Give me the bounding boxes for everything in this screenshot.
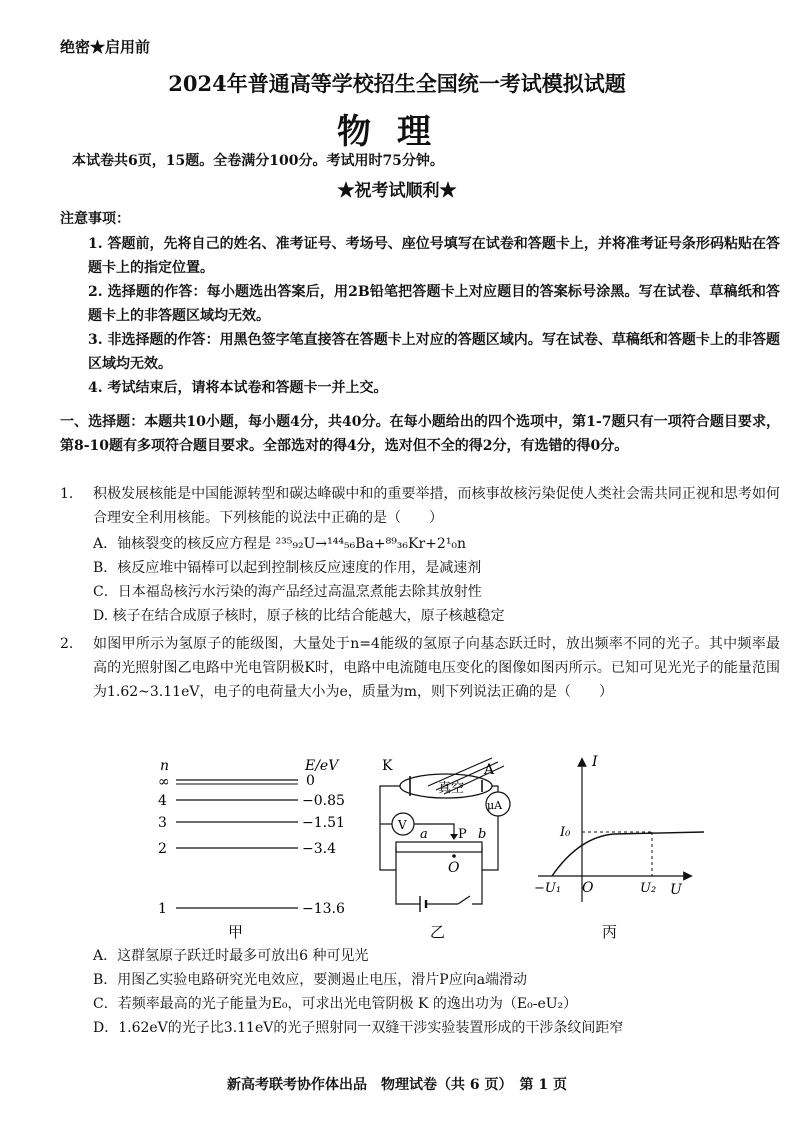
q2-option-a: A．这群氢原子跃迁时最多可放出6 种可见光 xyxy=(93,948,369,964)
wire xyxy=(472,870,482,904)
notice-heading: 注意事项： xyxy=(60,211,130,227)
voltmeter-label: V xyxy=(398,818,407,832)
origin-label: O xyxy=(582,880,594,896)
current-voltage-graph xyxy=(530,752,710,942)
notice-item-3: 3. 非选择题的作答：用黑色签字笔直接答在答题卡上对应的答题区域内。写在试卷、草稿纸和答题卡上的非答题区域均无效。 xyxy=(88,332,780,372)
confidential-mark: 绝密★启用前 xyxy=(60,38,151,56)
q2-option-c: C．若频率最高的光子能量为E₀，可求出光电管阴极 K 的逸出功为（E₀-eU₂） xyxy=(93,996,578,1012)
slider-p xyxy=(450,834,458,840)
q1-option-b: B．核反应堆中镉棒可以起到控制核反应速度的作用，是减速剂 xyxy=(93,560,482,576)
notice-item-1: 1. 答题前，先将自己的姓名、准考证号、考场号、座位号填写在试卷和答题卡上，并将准考证号条形码粘贴在答题卡上的指定位置。 xyxy=(88,236,780,276)
level-e: −3.4 xyxy=(302,841,336,857)
slider-label: P xyxy=(458,827,467,842)
u-axis-label: U xyxy=(670,882,682,898)
u2-label: U₂ xyxy=(640,881,657,896)
level-n: 1 xyxy=(158,901,167,917)
question-2 xyxy=(60,632,780,704)
figure-label-yi: 乙 xyxy=(430,923,446,941)
wire xyxy=(396,870,420,904)
iu-curve xyxy=(552,832,704,876)
level-e: −0.85 xyxy=(302,793,345,809)
figure-label-jia: 甲 xyxy=(228,923,244,941)
switch xyxy=(458,896,470,904)
rheostat-end-b: b xyxy=(478,827,487,842)
question-number: 2. xyxy=(60,636,74,652)
question-stem: 如图甲所示为氢原子的能级图，大量处于n=4能级的氢原子向基态跃迁时，放出频率不同的光子。其中频率最高的光照射图乙电路中光电管阴极K时，电路中电流随电压变化的图像如图丙所示。已知可见光光子的能量范围为1.62~3.11eV，电子的电荷量大小为e，质量为m，则下列说法正确的是（ ） xyxy=(93,636,780,700)
subject-title: 物理 xyxy=(337,112,457,152)
i-axis-label: I xyxy=(592,754,598,770)
wire xyxy=(380,786,400,870)
neg-u1-label: −U₁ xyxy=(534,881,562,896)
q2-option-d: D．1.62eV的光子比3.11eV的光子照射同一双缝干涉实验装置形成的干涉条纹间距窄 xyxy=(93,1020,624,1036)
notice-item-2: 2. 选择题的作答：每小题选出答案后，用2B铅笔把答题卡上对应题目的答案标号涂黑。写在试卷、草稿纸和答题卡上的非答题区域均无效。 xyxy=(88,284,780,324)
rheostat-end-a: a xyxy=(420,827,428,842)
level-e: −1.51 xyxy=(302,815,345,831)
energy-level-diagram xyxy=(150,752,350,942)
n-header: n xyxy=(160,758,170,774)
level-n: ∞ xyxy=(158,774,170,790)
page-footer: 新高考联考协作体出品 物理试卷（共 6 页） 第 1 页 xyxy=(227,1077,567,1093)
anode-label: A xyxy=(484,762,495,778)
section-heading: 一、选择题：本题共10小题，每小题4分，共40分。在每小题给出的四个选项中，第1-7题只有一项符合题目要求，第8-10题有多项符合题目要求。全部选对的得4分，选对但不全的得2分，有选错的得0分。 xyxy=(60,414,780,454)
junction-o xyxy=(452,854,456,858)
blessing: ★祝考试顺利★ xyxy=(337,181,457,201)
vacuum-label: 真空 xyxy=(438,781,465,796)
question-number: 1. xyxy=(60,486,74,502)
q1-option-a: A．铀核裂变的核反应方程是 ²³⁵₉₂U→¹⁴⁴₅₆Ba+⁸⁹₃₆Kr+2¹₀n xyxy=(93,536,467,552)
cathode-label: K xyxy=(382,758,393,774)
level-e: 0 xyxy=(306,773,315,789)
question-1 xyxy=(60,482,780,530)
question-stem: 积极发展核能是中国能源转型和碳达峰碳中和的重要举措，而核事故核污染促使人类社会需共同正视和思考如何合理安全利用核能。下列核能的说法中正确的是（ ） xyxy=(93,486,780,526)
e-header: E/eV xyxy=(305,758,339,774)
notice-list xyxy=(60,232,780,400)
exam-title: 2024年普通高等学校招生全国统一考试模拟试题 xyxy=(168,71,626,96)
rheostat xyxy=(396,842,482,852)
level-n: 3 xyxy=(158,815,167,831)
q2-option-b: B．用图乙实验电路研究光电效应，要测遏止电压，滑片P应向a端滑动 xyxy=(93,972,528,988)
wire xyxy=(482,816,498,870)
wire xyxy=(492,786,498,792)
q1-option-c: C．日本福岛核污水污染的海产品经过高温烹煮能去除其放射性 xyxy=(93,584,482,600)
level-e: −13.6 xyxy=(302,901,345,917)
exam-intro: 本试卷共6页，15题。全卷满分100分。考试用时75分钟。 xyxy=(72,153,444,169)
figure-label-bing: 丙 xyxy=(602,923,618,941)
q1-option-d: D. 核子在结合成原子核时，原子核的比结合能越大，原子核越稳定 xyxy=(93,608,505,624)
photoelectric-circuit xyxy=(370,752,530,942)
notice-item-4: 4. 考试结束后，请将本试卷和答题卡一并上交。 xyxy=(88,380,388,396)
level-n: 4 xyxy=(158,793,167,809)
junction-label: O xyxy=(448,860,460,876)
microammeter-label: μA xyxy=(487,799,503,812)
level-n: 2 xyxy=(158,841,167,857)
i0-label: I₀ xyxy=(560,825,571,840)
